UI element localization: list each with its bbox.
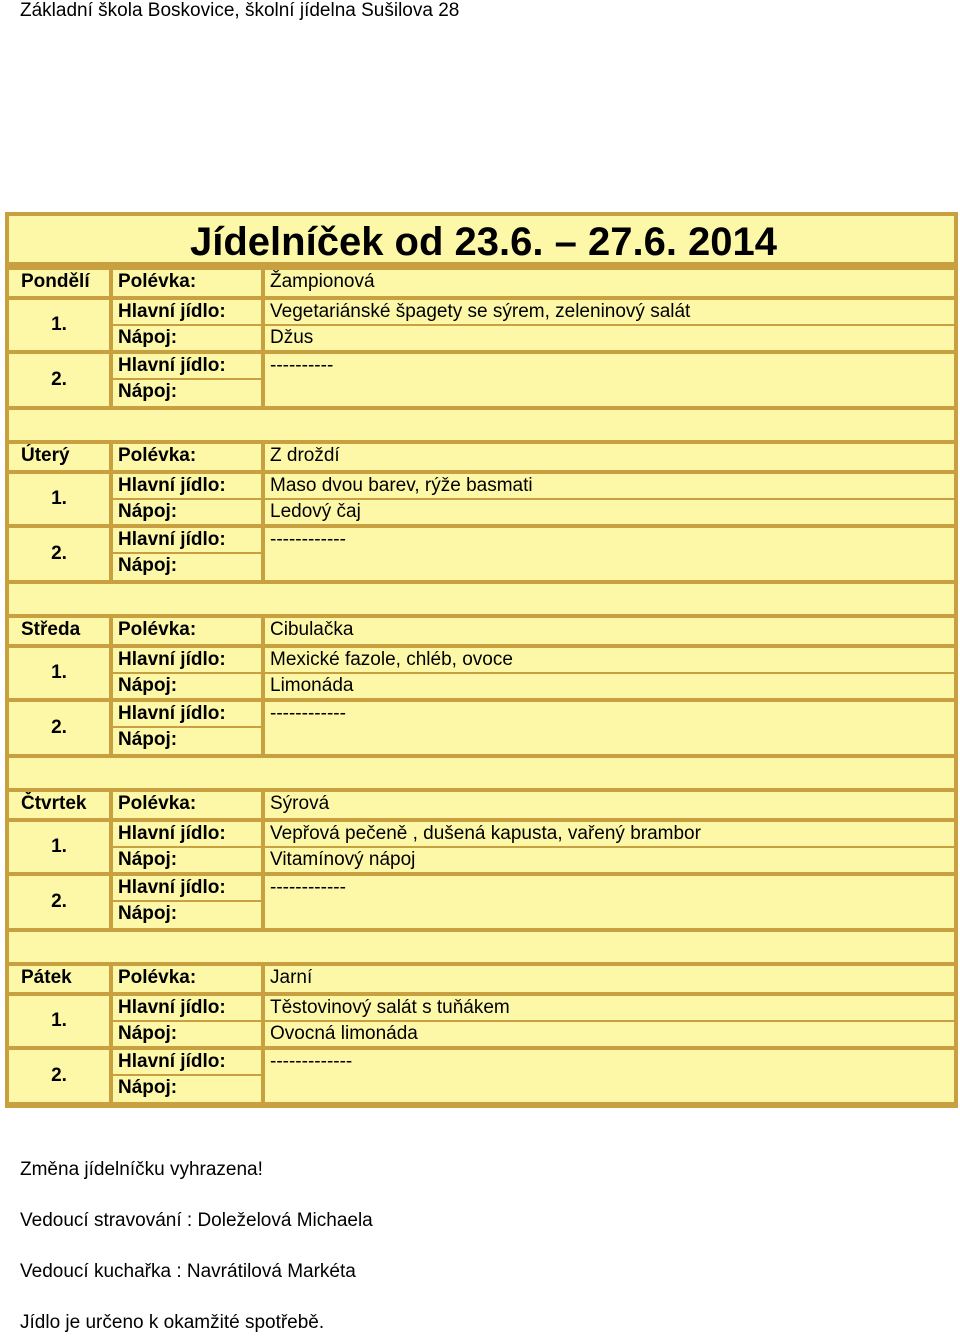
school-name: Základní škola Boskovice, školní jídelna Sušilova 28: [20, 0, 460, 21]
day-spacer: [9, 584, 954, 614]
main-dish-label: Hlavní jídlo:: [113, 822, 261, 846]
option-2-number: 2.: [9, 702, 109, 754]
drink-label: Nápoj:: [113, 1022, 261, 1046]
consumption-note: Jídlo je určeno k okamžité spotřebě.: [20, 1312, 325, 1333]
main-dish-2: ------------: [265, 528, 954, 580]
drink-label: Nápoj:: [113, 1076, 261, 1102]
drink-1: Ledový čaj: [265, 500, 954, 524]
soup-value: Sýrová: [265, 792, 954, 818]
day-name: Čtvrtek: [9, 792, 109, 818]
option-2-number: 2.: [9, 1050, 109, 1102]
soup-label: Polévka:: [113, 966, 261, 992]
main-dish-2: ------------: [265, 702, 954, 754]
drink-1: Vitamínový nápoj: [265, 848, 954, 872]
drink-1: Limonáda: [265, 674, 954, 698]
soup-value: Cibulačka: [265, 618, 954, 644]
day-name: Pondělí: [9, 270, 109, 296]
main-dish-label: Hlavní jídlo:: [113, 354, 261, 378]
main-dish-label: Hlavní jídlo:: [113, 876, 261, 900]
day-spacer: [9, 410, 954, 440]
option-1-number: 1.: [9, 648, 109, 698]
drink-1: Džus: [265, 326, 954, 350]
option-1-number: 1.: [9, 822, 109, 872]
drink-label: Nápoj:: [113, 326, 261, 350]
day-spacer: [9, 758, 954, 788]
main-dish-1: Vegetariánské špagety se sýrem, zeleninový salát: [265, 300, 954, 324]
soup-label: Polévka:: [113, 792, 261, 818]
main-dish-2: ----------: [265, 354, 954, 406]
drink-label: Nápoj:: [113, 380, 261, 406]
head-cook: Vedoucí kuchařka : Navrátilová Markéta: [20, 1261, 356, 1282]
option-1-number: 1.: [9, 996, 109, 1046]
option-2-number: 2.: [9, 528, 109, 580]
option-2-number: 2.: [9, 876, 109, 928]
soup-label: Polévka:: [113, 444, 261, 470]
drink-label: Nápoj:: [113, 902, 261, 928]
catering-head: Vedoucí stravování : Doleželová Michaela: [20, 1210, 373, 1231]
day-name: Úterý: [9, 444, 109, 470]
main-dish-1: Vepřová pečeně , dušená kapusta, vařený brambor: [265, 822, 954, 846]
soup-value: Žampionová: [265, 270, 954, 296]
main-dish-2: ------------: [265, 876, 954, 928]
main-dish-label: Hlavní jídlo:: [113, 474, 261, 498]
option-1-number: 1.: [9, 300, 109, 350]
day-name: Středa: [9, 618, 109, 644]
drink-label: Nápoj:: [113, 848, 261, 872]
drink-label: Nápoj:: [113, 500, 261, 524]
main-dish-label: Hlavní jídlo:: [113, 528, 261, 552]
main-dish-2: -------------: [265, 1050, 954, 1102]
day-spacer: [9, 932, 954, 962]
option-2-number: 2.: [9, 354, 109, 406]
menu-table: [5, 212, 958, 1108]
main-dish-label: Hlavní jídlo:: [113, 1050, 261, 1074]
option-1-number: 1.: [9, 474, 109, 524]
main-dish-label: Hlavní jídlo:: [113, 996, 261, 1020]
change-notice: Změna jídelníčku vyhrazena!: [20, 1159, 263, 1180]
drink-1: Ovocná limonáda: [265, 1022, 954, 1046]
drink-label: Nápoj:: [113, 728, 261, 754]
drink-label: Nápoj:: [113, 674, 261, 698]
drink-label: Nápoj:: [113, 554, 261, 580]
soup-value: Jarní: [265, 966, 954, 992]
main-dish-label: Hlavní jídlo:: [113, 702, 261, 726]
main-dish-label: Hlavní jídlo:: [113, 648, 261, 672]
menu-title: Jídelníček od 23.6. – 27.6. 2014: [190, 220, 778, 264]
main-dish-label: Hlavní jídlo:: [113, 300, 261, 324]
soup-label: Polévka:: [113, 618, 261, 644]
day-name: Pátek: [9, 966, 109, 992]
main-dish-1: Těstovinový salát s tuňákem: [265, 996, 954, 1020]
main-dish-1: Mexické fazole, chléb, ovoce: [265, 648, 954, 672]
main-dish-1: Maso dvou barev, rýže basmati: [265, 474, 954, 498]
soup-value: Z droždí: [265, 444, 954, 470]
soup-label: Polévka:: [113, 270, 261, 296]
